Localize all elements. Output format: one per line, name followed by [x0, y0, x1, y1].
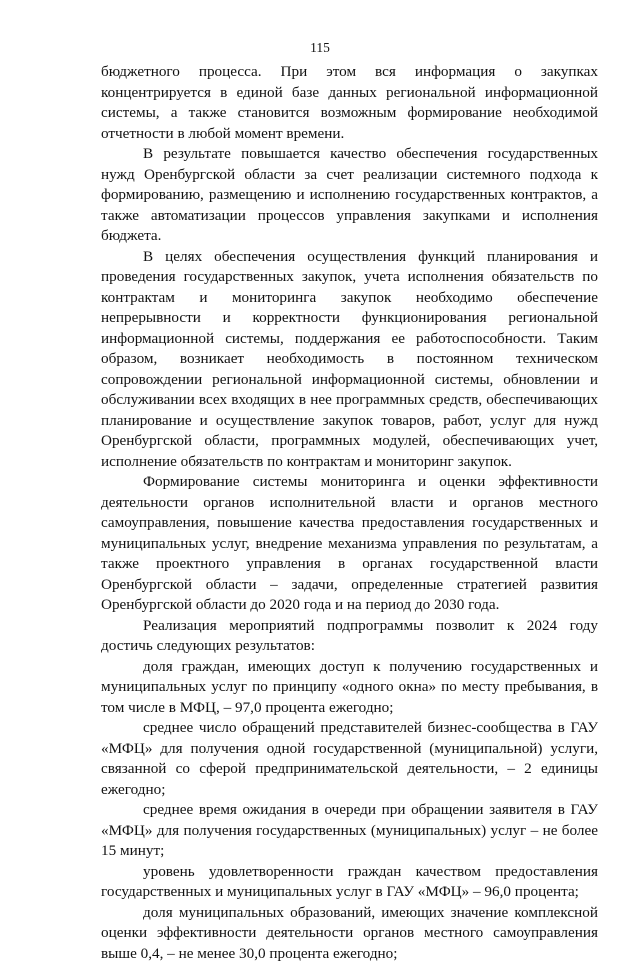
- paragraph-3: В целях обеспечения осуществления функций планирования и проведения государственных закупок, учета исполнения обязательств по контрактам и мониторинга закупок необходимо обеспечение непрерывности и корректности функционирования региональной информационной системы, поддержания ее работоспособности. Таким образом, возникает необходимость в постоянном техническом сопровождении региональной информационной системы, обновлении и обслуживании всех входящих в нее программных средств, обеспечивающих планирование и осуществление закупок товаров, работ, услуг для нужд Оренбургской области, программных модулей, обеспечивающих учет, исполнение обязательств по контрактам и мониторинг закупок.: [101, 247, 598, 473]
- paragraph-5: Реализация мероприятий подпрограммы позволит к 2024 году достичь следующих результатов:: [101, 616, 598, 657]
- list-item-result-3: среднее время ожидания в очереди при обращении заявителя в ГАУ «МФЦ» для получения государственных (муниципальных) услуг – не более 15 минут;: [101, 800, 598, 862]
- paragraph-4: Формирование системы мониторинга и оценки эффективности деятельности органов исполнительной власти и органов местного самоуправления, повышение качества предоставления государственных и муниципальных услуг, внедрение механизма управления по результатам, а также проектного управления в органах государственной власти Оренбургской области – задачи, определенные стратегией развития Оренбургской области до 2020 года и на период до 2030 года.: [101, 472, 598, 616]
- paragraph-2: В результате повышается качество обеспечения государственных нужд Оренбургской области за счет реализации системного подхода к формированию, размещению и исполнению государственных контрактов, а также автоматизации процессов управления закупками и исполнения бюджета.: [101, 144, 598, 247]
- page-number: 115: [0, 40, 640, 56]
- list-item-result-5: доля муниципальных образований, имеющих значение комплексной оценки эффективности деятельности органов местного самоуправления выше 0,4, – не менее 30,0 процента ежегодно;: [101, 903, 598, 964]
- list-item-result-4: уровень удовлетворенности граждан качеством предоставления государственных и муниципальных услуг в ГАУ «МФЦ» – 96,0 процента;: [101, 862, 598, 903]
- list-item-result-2: среднее число обращений представителей бизнес-сообщества в ГАУ «МФЦ» для получения одной государственной (муниципальной) услуги, связанной со сферой предпринимательской деятельности, – 2 единицы ежегодно;: [101, 718, 598, 800]
- paragraph-1: бюджетного процесса. При этом вся информация о закупках концентрируется в единой базе данных региональной информационной системы, а также становится возможным формирование необходимой отчетности в любой момент времени.: [101, 62, 598, 144]
- list-item-result-1: доля граждан, имеющих доступ к получению государственных и муниципальных услуг по принципу «одного окна» по месту пребывания, в том числе в МФЦ, – 97,0 процента ежегодно;: [101, 657, 598, 719]
- document-body: [101, 62, 598, 964]
